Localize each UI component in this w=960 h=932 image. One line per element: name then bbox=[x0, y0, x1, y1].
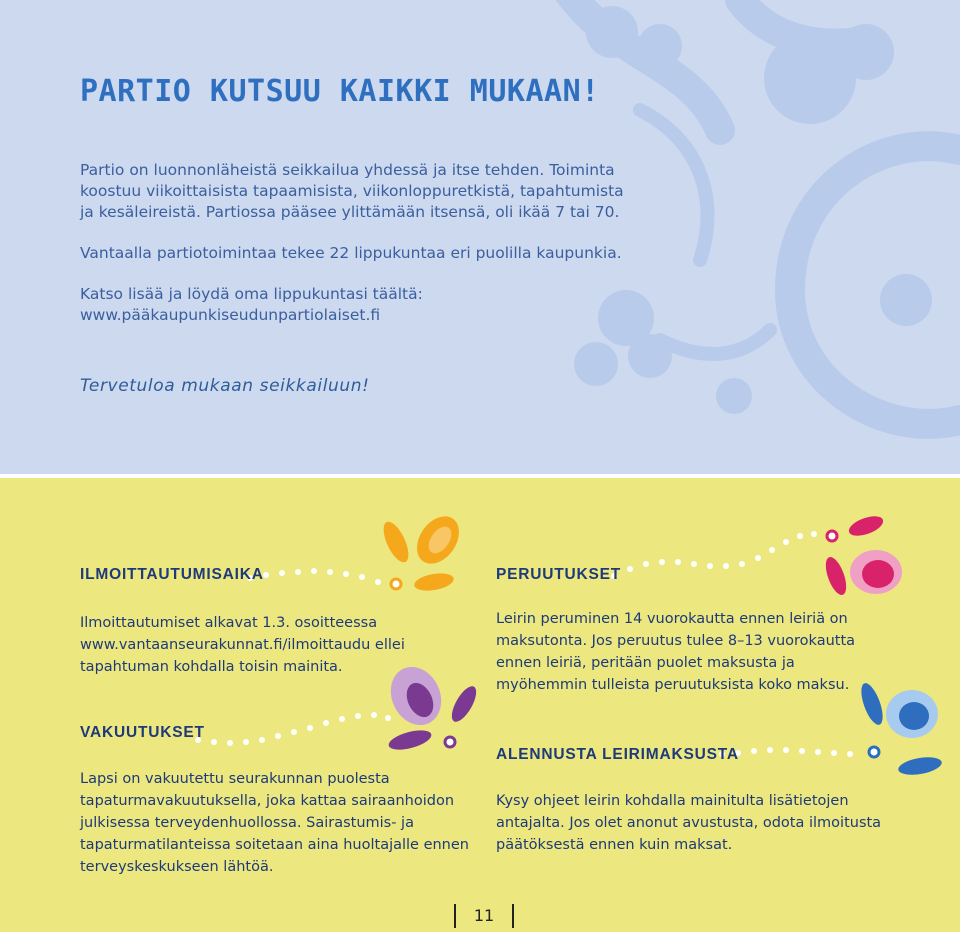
cancellations-text bbox=[496, 608, 886, 696]
registration-body: Ilmoittautumiset alkavat 1.3. osoitteessa www.vantaanseurakunnat.fi/ilmoittaudu ellei tapahtuman kohdalla toisin mainita. bbox=[80, 615, 405, 675]
dot bbox=[831, 750, 837, 756]
bottom-panel bbox=[0, 478, 960, 932]
ornament-leaf-6 bbox=[628, 334, 672, 378]
dot bbox=[275, 733, 281, 739]
dot bbox=[751, 748, 757, 754]
dot bbox=[343, 571, 349, 577]
ornament-leaf-7 bbox=[574, 342, 618, 386]
dot bbox=[767, 747, 773, 753]
pink-flower bbox=[822, 512, 902, 597]
ornament-leaf-9 bbox=[880, 274, 932, 326]
page-number: 11 bbox=[454, 904, 514, 928]
cancellations-body: Leirin peruminen 14 vuorokautta ennen leiriä on maksutonta. Jos peruutus tulee 8–13 vuorokautta ennen leiriä, peritään puolet maksusta ja myöhemmin tulleista peruutuksista koko maksu. bbox=[496, 611, 856, 693]
dot bbox=[799, 748, 805, 754]
dot bbox=[279, 570, 285, 576]
orange-flower bbox=[379, 508, 468, 593]
dot bbox=[815, 749, 821, 755]
dot bbox=[643, 561, 649, 567]
dot bbox=[707, 563, 713, 569]
dot bbox=[811, 531, 817, 537]
dot bbox=[659, 559, 665, 565]
dot bbox=[691, 561, 697, 567]
dot bbox=[783, 539, 789, 545]
insurance-text bbox=[80, 768, 470, 878]
dot bbox=[291, 729, 297, 735]
ornament-leaf-1 bbox=[586, 6, 638, 58]
dot bbox=[723, 563, 729, 569]
dot bbox=[263, 572, 269, 578]
ornament-stem-2 bbox=[660, 330, 770, 354]
intro-paragraph-2: Vantaalla partiotoimintaa tekee 22 lippukuntaa eri puolilla kaupunkia. bbox=[80, 244, 622, 262]
registration-text bbox=[80, 612, 410, 678]
dot bbox=[371, 712, 377, 718]
welcome-text: Tervetuloa mukaan seikkailuun! bbox=[80, 376, 370, 396]
dot bbox=[259, 737, 265, 743]
dot bbox=[375, 579, 381, 585]
insurance-heading: VAKUUTUKSET bbox=[80, 724, 205, 741]
dot bbox=[847, 751, 853, 757]
intro-paragraph-1: Partio on luonnonläheistä seikkailua yhdessä ja itse tehden. Toiminta koostuu viikoittaisista tapaamisista, viikonloppuretkistä, tapahtumista ja kesäleireistä. Partiossa pääsee ylittämään itsensä, oli ikää 7 tai 70. bbox=[80, 161, 624, 221]
dot bbox=[211, 739, 217, 745]
dot bbox=[797, 533, 803, 539]
dot bbox=[323, 720, 329, 726]
ornament-leaf-4 bbox=[838, 24, 894, 80]
page-title: PARTIO KUTSUU KAIKKI MUKAAN! bbox=[80, 74, 600, 109]
registration-heading: ILMOITTAUTUMISAIKA bbox=[80, 566, 264, 583]
dot bbox=[783, 747, 789, 753]
dot bbox=[769, 547, 775, 553]
dot bbox=[627, 566, 633, 572]
discount-body: Kysy ohjeet leirin kohdalla mainitulta lisätietojen antajalta. Jos olet anonut avustusta, odota ilmoitusta päätöksestä ennen kuin maksat. bbox=[496, 793, 882, 853]
dot bbox=[311, 568, 317, 574]
dot bbox=[339, 716, 345, 722]
ornament-stem-1 bbox=[640, 110, 708, 260]
ornament-leaf-2 bbox=[638, 24, 682, 68]
dot bbox=[243, 739, 249, 745]
dot bbox=[307, 725, 313, 731]
dot bbox=[359, 574, 365, 580]
ornament-swirl-1 bbox=[790, 146, 960, 424]
discount-heading: ALENNUSTA LEIRIMAKSUSTA bbox=[496, 746, 739, 763]
intro-paragraph-3 bbox=[80, 284, 640, 326]
dot bbox=[755, 555, 761, 561]
dot bbox=[295, 569, 301, 575]
dot bbox=[327, 569, 333, 575]
website-url[interactable]: www.pääkaupunkiseudunpartiolaiset.fi bbox=[80, 306, 381, 324]
ornament-leaf-8 bbox=[716, 378, 752, 414]
intro-text bbox=[80, 160, 640, 326]
dot bbox=[227, 740, 233, 746]
intro-paragraph-3-text: Katso lisää ja löydä oma lippukuntasi täältä: bbox=[80, 285, 423, 303]
dot bbox=[739, 561, 745, 567]
dot bbox=[675, 559, 681, 565]
discount-text bbox=[496, 790, 886, 856]
dot bbox=[355, 713, 361, 719]
dot bbox=[385, 715, 391, 721]
insurance-body: Lapsi on vakuutettu seurakunnan puolesta tapaturmavakuutuksella, joka kattaa sairaanhoidon julkisessa terveydenhuollossa. Sairastumis- ja tapaturmatilanteissa soitetaan aina huoltajalle ennen terveyskeskukseen lähtöä. bbox=[80, 771, 469, 875]
cancellations-heading: PERUUTUKSET bbox=[496, 566, 622, 583]
